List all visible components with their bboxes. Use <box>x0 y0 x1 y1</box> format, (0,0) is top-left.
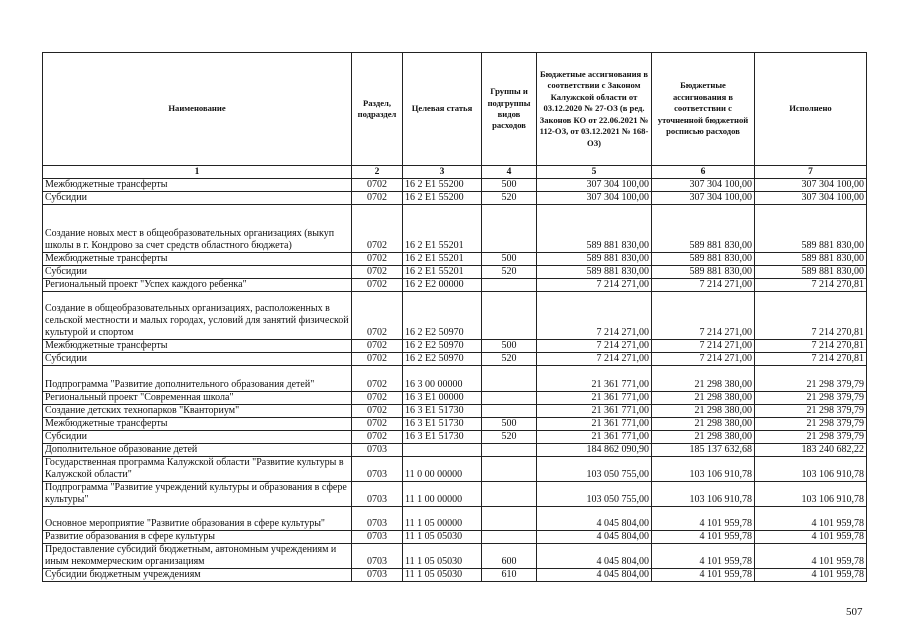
cell-budget-law: 4 045 804,00 <box>537 531 652 544</box>
cell-group: 520 <box>482 353 537 366</box>
cell-budget-law: 21 361 771,00 <box>537 431 652 444</box>
cell-executed: 21 298 379,79 <box>755 431 867 444</box>
table-row <box>43 531 867 544</box>
cell-section: 0703 <box>352 507 403 531</box>
cell-group: 520 <box>482 266 537 279</box>
cell-budget-updated: 7 214 271,00 <box>652 353 755 366</box>
cell-target: 16 2 E2 50970 <box>403 353 482 366</box>
table-row <box>43 253 867 266</box>
column-number: 5 <box>537 166 652 179</box>
cell-group <box>482 457 537 482</box>
cell-budget-law: 21 361 771,00 <box>537 366 652 392</box>
cell-section: 0703 <box>352 444 403 457</box>
cell-executed: 183 240 682,22 <box>755 444 867 457</box>
table-row <box>43 366 867 392</box>
cell-name: Субсидии бюджетным учреждениям <box>43 569 352 582</box>
cell-budget-updated: 4 101 959,78 <box>652 569 755 582</box>
cell-section: 0702 <box>352 340 403 353</box>
cell-name: Подпрограмма "Развитие дополнительного образования детей" <box>43 366 352 392</box>
cell-section: 0702 <box>352 405 403 418</box>
column-number: 6 <box>652 166 755 179</box>
cell-target: 16 3 E1 00000 <box>403 392 482 405</box>
cell-section: 0702 <box>352 418 403 431</box>
table-row <box>43 569 867 582</box>
cell-executed: 7 214 270,81 <box>755 353 867 366</box>
cell-executed: 21 298 379,79 <box>755 392 867 405</box>
header-target: Целевая статья <box>403 53 482 166</box>
cell-name: Субсидии <box>43 353 352 366</box>
cell-group <box>482 205 537 253</box>
cell-budget-law: 4 045 804,00 <box>537 544 652 569</box>
cell-name: Предоставление субсидий бюджетным, автономным учреждениям и иным некоммерческим организациям <box>43 544 352 569</box>
cell-budget-law: 307 304 100,00 <box>537 179 652 192</box>
cell-budget-updated: 21 298 380,00 <box>652 366 755 392</box>
cell-name: Субсидии <box>43 431 352 444</box>
cell-section: 0702 <box>352 431 403 444</box>
header-row <box>43 53 867 166</box>
cell-target: 11 0 00 00000 <box>403 457 482 482</box>
cell-section: 0703 <box>352 569 403 582</box>
cell-executed: 4 101 959,78 <box>755 544 867 569</box>
header-groups: Группы и подгруппы видов расходов <box>482 53 537 166</box>
cell-group <box>482 392 537 405</box>
cell-budget-updated: 307 304 100,00 <box>652 179 755 192</box>
cell-budget-updated: 103 106 910,78 <box>652 482 755 507</box>
cell-budget-updated: 589 881 830,00 <box>652 205 755 253</box>
cell-target: 16 2 E2 50970 <box>403 340 482 353</box>
cell-section: 0702 <box>352 179 403 192</box>
table-row <box>43 392 867 405</box>
cell-executed: 7 214 270,81 <box>755 292 867 340</box>
cell-group <box>482 292 537 340</box>
cell-section: 0702 <box>352 392 403 405</box>
cell-target: 16 2 E1 55201 <box>403 266 482 279</box>
cell-budget-updated: 7 214 271,00 <box>652 340 755 353</box>
table-row <box>43 205 867 253</box>
cell-budget-updated: 307 304 100,00 <box>652 192 755 205</box>
cell-target: 11 1 05 00000 <box>403 507 482 531</box>
header-budget-law: Бюджетные ассигнования в соответствии с Законом Калужской области от 03.12.2020 № 27-ОЗ (в ред. Законов КО от 22.06.2021 № 112-ОЗ, от 03.12.2021 № 168-ОЗ) <box>537 53 652 166</box>
cell-budget-law: 7 214 271,00 <box>537 340 652 353</box>
table-row <box>43 279 867 292</box>
cell-executed: 589 881 830,00 <box>755 205 867 253</box>
cell-budget-law: 589 881 830,00 <box>537 205 652 253</box>
cell-budget-law: 589 881 830,00 <box>537 253 652 266</box>
cell-budget-law: 7 214 271,00 <box>537 353 652 366</box>
table-row <box>43 507 867 531</box>
cell-budget-updated: 7 214 271,00 <box>652 292 755 340</box>
cell-executed: 4 101 959,78 <box>755 507 867 531</box>
cell-group: 500 <box>482 179 537 192</box>
cell-group: 520 <box>482 431 537 444</box>
budget-table <box>42 52 867 582</box>
cell-budget-updated: 21 298 380,00 <box>652 392 755 405</box>
cell-budget-updated: 589 881 830,00 <box>652 266 755 279</box>
cell-budget-updated: 4 101 959,78 <box>652 531 755 544</box>
cell-budget-law: 103 050 755,00 <box>537 457 652 482</box>
column-number-row <box>43 166 867 179</box>
cell-group: 600 <box>482 544 537 569</box>
cell-target: 16 3 00 00000 <box>403 366 482 392</box>
cell-budget-law: 21 361 771,00 <box>537 392 652 405</box>
cell-name: Создание в общеобразовательных организациях, расположенных в сельской местности и малых городах, условий для занятий физической культурой и спортом <box>43 292 352 340</box>
table-body <box>43 179 867 582</box>
cell-name: Региональный проект "Успех каждого ребенка" <box>43 279 352 292</box>
cell-target: 16 2 E1 55201 <box>403 253 482 266</box>
cell-name: Региональный проект "Современная школа" <box>43 392 352 405</box>
cell-executed: 21 298 379,79 <box>755 366 867 392</box>
cell-target: 16 2 E1 55201 <box>403 205 482 253</box>
cell-name: Государственная программа Калужской области "Развитие культуры в Калужской области" <box>43 457 352 482</box>
cell-section: 0703 <box>352 482 403 507</box>
cell-budget-updated: 21 298 380,00 <box>652 418 755 431</box>
column-number: 4 <box>482 166 537 179</box>
cell-executed: 103 106 910,78 <box>755 457 867 482</box>
cell-budget-updated: 4 101 959,78 <box>652 544 755 569</box>
cell-group <box>482 366 537 392</box>
cell-section: 0703 <box>352 531 403 544</box>
cell-budget-law: 7 214 271,00 <box>537 279 652 292</box>
header-executed: Исполнено <box>755 53 867 166</box>
cell-name: Межбюджетные трансферты <box>43 340 352 353</box>
cell-target: 11 1 05 05030 <box>403 531 482 544</box>
cell-budget-law: 21 361 771,00 <box>537 418 652 431</box>
cell-name: Межбюджетные трансферты <box>43 253 352 266</box>
cell-section: 0702 <box>352 253 403 266</box>
cell-section: 0702 <box>352 205 403 253</box>
page-number: 507 <box>846 606 863 618</box>
column-number: 7 <box>755 166 867 179</box>
cell-budget-updated: 7 214 271,00 <box>652 279 755 292</box>
cell-budget-law: 4 045 804,00 <box>537 569 652 582</box>
cell-section: 0702 <box>352 366 403 392</box>
cell-target: 16 3 E1 51730 <box>403 418 482 431</box>
cell-target: 16 3 E1 51730 <box>403 405 482 418</box>
cell-group: 500 <box>482 253 537 266</box>
cell-budget-law: 307 304 100,00 <box>537 192 652 205</box>
cell-budget-updated: 185 137 632,68 <box>652 444 755 457</box>
cell-target <box>403 444 482 457</box>
table-row <box>43 482 867 507</box>
cell-budget-law: 103 050 755,00 <box>537 482 652 507</box>
cell-group <box>482 279 537 292</box>
cell-executed: 307 304 100,00 <box>755 192 867 205</box>
cell-budget-law: 4 045 804,00 <box>537 507 652 531</box>
cell-target: 11 1 00 00000 <box>403 482 482 507</box>
cell-group <box>482 531 537 544</box>
cell-section: 0702 <box>352 192 403 205</box>
column-number: 2 <box>352 166 403 179</box>
cell-group: 610 <box>482 569 537 582</box>
cell-name: Создание новых мест в общеобразовательных организациях (выкуп школы в г. Кондрово за счет средств областного бюджета) <box>43 205 352 253</box>
cell-budget-law: 589 881 830,00 <box>537 266 652 279</box>
cell-group <box>482 405 537 418</box>
cell-executed: 21 298 379,79 <box>755 405 867 418</box>
header-section: Раздел, подраздел <box>352 53 403 166</box>
table-row <box>43 179 867 192</box>
cell-executed: 7 214 270,81 <box>755 279 867 292</box>
cell-target: 16 2 E2 00000 <box>403 279 482 292</box>
cell-section: 0703 <box>352 544 403 569</box>
column-number: 3 <box>403 166 482 179</box>
cell-name: Создание детских технопарков "Кванториум" <box>43 405 352 418</box>
table-row <box>43 353 867 366</box>
cell-name: Межбюджетные трансферты <box>43 418 352 431</box>
cell-name: Субсидии <box>43 192 352 205</box>
cell-target: 16 2 E1 55200 <box>403 179 482 192</box>
table-row <box>43 444 867 457</box>
cell-name: Дополнительное образование детей <box>43 444 352 457</box>
cell-executed: 307 304 100,00 <box>755 179 867 192</box>
cell-group: 520 <box>482 192 537 205</box>
cell-section: 0702 <box>352 266 403 279</box>
cell-budget-law: 21 361 771,00 <box>537 405 652 418</box>
cell-name: Межбюджетные трансферты <box>43 179 352 192</box>
cell-target: 16 2 E2 50970 <box>403 292 482 340</box>
table-row <box>43 431 867 444</box>
cell-target: 11 1 05 05030 <box>403 544 482 569</box>
cell-executed: 589 881 830,00 <box>755 266 867 279</box>
cell-group: 500 <box>482 340 537 353</box>
cell-target: 16 2 E1 55200 <box>403 192 482 205</box>
cell-executed: 4 101 959,78 <box>755 531 867 544</box>
cell-group: 500 <box>482 418 537 431</box>
cell-budget-updated: 21 298 380,00 <box>652 405 755 418</box>
cell-name: Развитие образования в сфере культуры <box>43 531 352 544</box>
cell-section: 0703 <box>352 457 403 482</box>
cell-executed: 21 298 379,79 <box>755 418 867 431</box>
cell-target: 11 1 05 05030 <box>403 569 482 582</box>
cell-executed: 589 881 830,00 <box>755 253 867 266</box>
cell-budget-updated: 21 298 380,00 <box>652 431 755 444</box>
cell-budget-updated: 103 106 910,78 <box>652 457 755 482</box>
cell-budget-updated: 4 101 959,78 <box>652 507 755 531</box>
cell-name: Основное мероприятие "Развитие образования в сфере культуры" <box>43 507 352 531</box>
cell-executed: 4 101 959,78 <box>755 569 867 582</box>
header-name: Наименование <box>43 53 352 166</box>
cell-executed: 7 214 270,81 <box>755 340 867 353</box>
cell-name: Субсидии <box>43 266 352 279</box>
cell-section: 0702 <box>352 279 403 292</box>
cell-section: 0702 <box>352 353 403 366</box>
table-row <box>43 192 867 205</box>
cell-group <box>482 482 537 507</box>
cell-group <box>482 507 537 531</box>
column-number: 1 <box>43 166 352 179</box>
table-row <box>43 418 867 431</box>
header-budget-updated: Бюджетные ассигнования в соответствии с уточненной бюджетной росписью расходов <box>652 53 755 166</box>
cell-budget-law: 184 862 090,90 <box>537 444 652 457</box>
cell-name: Подпрограмма "Развитие учреждений культуры и образования в сфере культуры" <box>43 482 352 507</box>
table-row <box>43 544 867 569</box>
cell-section: 0702 <box>352 292 403 340</box>
cell-group <box>482 444 537 457</box>
cell-budget-law: 7 214 271,00 <box>537 292 652 340</box>
cell-budget-updated: 589 881 830,00 <box>652 253 755 266</box>
cell-executed: 103 106 910,78 <box>755 482 867 507</box>
cell-target: 16 3 E1 51730 <box>403 431 482 444</box>
table-row <box>43 405 867 418</box>
table-row <box>43 292 867 340</box>
table-row <box>43 457 867 482</box>
table-row <box>43 266 867 279</box>
table-row <box>43 340 867 353</box>
